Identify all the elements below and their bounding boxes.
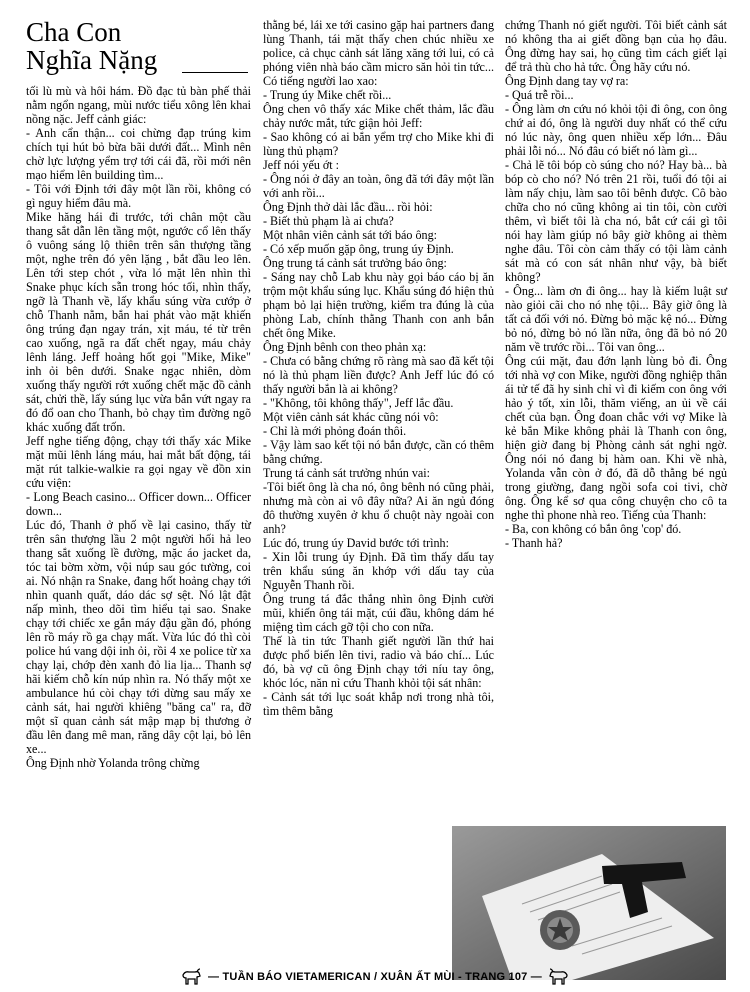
- goat-icon: [180, 967, 202, 987]
- paragraph: Một nhân viên cảnh sát tới báo ông:: [263, 228, 437, 242]
- page-footer: [0, 966, 750, 988]
- article-column-1: [26, 18, 251, 770]
- paragraph: Ông chen vô thấy xác Mike chết thảm, lắc đầu chảy nước mắt, tức giận hỏi Jeff:: [263, 102, 494, 130]
- paragraph: - Trung úy Mike chết rồi...: [263, 88, 392, 102]
- paragraph: - Ba, con không có bắn ông 'cop' đó.: [505, 522, 682, 536]
- title-line-2: Nghĩa Nặng: [26, 45, 158, 75]
- paragraph: - Sáng nay chỗ Lab khu này gọi báo cáo bị ăn trộm một khẩu súng lục. Khẩu súng đó hiện thủ phạm bỏ lại hiện trường, kiểm tra đúng là của phòng Lab, chính thằng Thanh con anh bắn chết ông Mike.: [263, 270, 494, 340]
- paragraph: - Xin lỗi trung úy Định. Đã tìm thấy dấu tay trên khẩu súng ăn khớp với dấu tay của Nguyễn Thanh rồi.: [263, 550, 494, 592]
- title-underline: [182, 72, 248, 73]
- paragraph: - Tôi với Định tới đây một lần rồi, không có gì nguy hiểm đâu mà.: [26, 182, 251, 210]
- paragraph: - Chả lẽ tôi bóp cò súng cho nó? Hay bà... bà bóp cò cho nó? Nó trên 21 rồi, tuổi đó tội ai làm nấy chịu, làm sao tôi bênh được. Cô bào chữa cho nó cũng không ai tin tôi, còn cười thêm, vì biết tôi là cha nó, bắt cứ cái gì tôi nói hay làm giúp nó bây giờ không ai thèm nghe đâu. Tôi còn cảm thấy có tội làm cảnh sát mà có con sát nhân như vậy, bà biết không?: [505, 158, 727, 284]
- paragraph: Ông Định dang tay vợ ra:: [505, 74, 629, 88]
- paragraph: - Vậy làm sao kết tội nó bắn được, cần có thêm bằng chứng.: [263, 438, 494, 466]
- paragraph: Ông Định nhờ Yolanda trông chừng: [26, 756, 200, 770]
- pistol-badge-photo: [452, 826, 726, 980]
- paragraph: Jeff nghe tiếng động, chạy tới thấy xác Mike mặt mũi lênh láng máu, hai mắt bất động, tái mặt rút talkie-walkie ra gọi ngay về đồn xin cứu viện:: [26, 434, 251, 490]
- paragraph: - Ông... làm ơn đi ông... hay là kiếm luật sư nào giỏi cãi cho nó nhẹ tội... Bây giờ ông là tất cả đối với nó. Đừng bỏ mặc kệ nó... Đừng bỏ nó, đừng bỏ nó lần nữa, ông đã bỏ nó 20 năm về trước rồi... Tôi van ông...: [505, 284, 727, 354]
- paragraph: - Biết thủ phạm là ai chưa?: [263, 214, 394, 228]
- paragraph: Ông Định thở dài lắc đầu... rồi hỏi:: [263, 200, 433, 214]
- paragraph: - Long Beach casino... Officer down... Officer down...: [26, 490, 251, 518]
- paragraph: - Ông nói ở đây an toàn, ông đã tới đây một lần với anh rồi...: [263, 172, 494, 200]
- photo-illustration: [452, 826, 726, 980]
- title-line-1: Cha Con: [26, 17, 122, 47]
- paragraph: -Tôi biết ông là cha nó, ông bênh nó cũng phải, nhưng mà còn ai vô đây nữa? Ai ăn ngủ đóng đô thường xuyên ở khu ổ chuột này ngoài con anh?: [263, 480, 494, 536]
- paragraph: - Thanh hả?: [505, 536, 563, 550]
- paragraph: - Anh cẩn thận... coi chừng đạp trúng kim chích tụi hút bỏ bừa bãi dưới đất... Mình nên chờ lực lượng yểm trợ tới cái đã, rồi mới nên mạo hiểm lên building tìm...: [26, 126, 251, 182]
- paragraph: Một viên cảnh sát khác cũng nói vô:: [263, 410, 439, 424]
- paragraph: - Chưa có bằng chứng rõ ràng mà sao đã kết tội nó là thủ phạm liền được? Anh Jeff lúc đó có thấy người bắn là ai không?: [263, 354, 494, 396]
- paragraph: thằng bé, lái xe tới casino gặp hai partners đang lùng Thanh, tái mặt thấy chen chúc nhiều xe police, cả chục cảnh sát lăng xăng tới lui, có cả phóng viên nhà báo cầm micro săn hỏi tin tức... Có tiếng người lao xao:: [263, 18, 494, 88]
- paragraph: Trung tá cảnh sát trưởng nhún vai:: [263, 466, 431, 480]
- goat-icon: [548, 967, 570, 987]
- paragraph: Ông trung tá cảnh sát trưởng báo ông:: [263, 256, 447, 270]
- paragraph: - Có xếp muốn gặp ông, trung úy Định.: [263, 242, 454, 256]
- paragraph: Ông cúi mặt, đau đớn lạnh lùng bỏ đi. Ông tới nhà vợ con Mike, người đồng nghiệp thân ái tử tế đã hy sinh chỉ vì đi kiếm con ông với hảo ý tốt, xin lỗi, thăm viếng, an ủi về cái chết của bạn. Ông đoan chắc với vợ Mike là kẻ bắn Mike không phải là Thanh con ông, hiện giờ đang bị Phòng cảnh sát nghi ngờ. Ông nói nó đang bị hàm oan. Khi về nhà, Yolanda vẫn còn ở đó, đã dỗ thằng bé ngủ trong giường, đang ngồi sofa coi tivi, chờ ông. Ông kể sơ qua công chuyện cho cô ta nghe thì phone nhà reo. Tiếng của Thanh:: [505, 354, 727, 522]
- paragraph: Lúc đó, Thanh ở phố về lại casino, thấy từ trên sân thượng lầu 2 một người hối hả leo thang sắt xuống lề đường, mặc áo jacket da, tóc tai bờm xờm, vội núp sau góc tường, coi ai. Nó nhận ra Snake, đang hốt hoảng chạy tới nhìn quanh quất, dáo dác sợ sệt. Nó lật đật nấp mình, theo dõi tìm hiểu tại sao. Snake chạy tới chiếc xe gắn máy đậu gần đó, phóng lên rồ máy rồ ga chạy mất. Vừa lúc đó thì còi police hú vang dội inh ỏi, rồi 4 xe police từ xa chạy lại, chớp đèn xanh đỏ lia lịa... Thanh sợ hãi kiếm chỗ kín núp nhìn ra. Nó thấy một xe ambulance hú còi chạy tới dừng sau mấy xe cảnh sát, hai người khiêng "băng ca" ra, đỡ một sĩ quan cảnh sát mập mạp bị thương ở đầu lên đang mê man, răng dây cột lại, bỏ lên xe...: [26, 518, 251, 756]
- paragraph: - Sao không có ai bắn yểm trợ cho Mike khi đi lùng thủ phạm?: [263, 130, 494, 158]
- paragraph: Lúc đó, trung úy David bước tới trình:: [263, 536, 449, 550]
- article-column-2: [263, 18, 494, 718]
- article-column-3: [505, 18, 727, 550]
- paragraph: - Chỉ là mới phỏng đoán thôi.: [263, 424, 407, 438]
- paragraph: Jeff nói yếu ớt :: [263, 158, 340, 172]
- paragraph: Ông trung tá đắc thắng nhìn ông Định cười mũi, khiến ông tái mặt, cúi đầu, không dám hé miệng tìm cách gỡ tội cho con nữa.: [263, 592, 494, 634]
- paragraph: - "Không, tôi không thấy", Jeff lắc đầu.: [263, 396, 454, 410]
- paragraph: - Cảnh sát tới lục soát khắp nơi trong nhà tôi, tìm thêm bằng: [263, 690, 494, 718]
- paragraph: tối lù mù và hôi hám. Đồ đạc tủ bàn phế thải nằm ngổn ngang, mùi nước tiểu xông lên khai nồng nặc. Jeff cảnh giác:: [26, 84, 251, 126]
- paragraph: Thế là tin tức Thanh giết người lần thứ hai được phổ biến lên tivi, radio và báo chí... Lúc đó, bà vợ cũ ông Định chạy tới níu tay ông, khóc lóc, năn nỉ cứu Thanh khỏi tội sát nhân:: [263, 634, 494, 690]
- paragraph: chứng Thanh nó giết người. Tôi biết cảnh sát nó không tha ai giết đồng bạn của họ đâu. Ông đừng hay sai, họ cũng tìm cách giết lại để trả thù cho hả tức. Ông hãy cứu nó.: [505, 18, 727, 74]
- paragraph: Mike hăng hái đi trước, tới chân một cầu thang sắt dẫn lên tầng một, ngước cổ lên thấy ô vuông sáng lộ thiên trên sân thượng tầng một, nghe trên đó yên lặng , bắt đầu leo lên. Lên tới step chót , vừa ló mặt lên nhìn thì Snake phục kích sẵn trong hóc tối, nhìn thấy, ngỡ là Thanh về, lấy khẩu súng vừa cướp ở chỗ Thanh nằm, bắn hai phát vào mặt khiến ông trúng đạn ngay trán, xịt máu, té từ trên cao xuống, ngã ra đất chết ngay, máu chảy lênh láng. Jeff hoảng hốt gọi "Mike, Mike" inh ỏi bên dưới. Snake ngạc nhiên, dòm xuống thấy người rớt xuống chết mặc đồ cảnh sát, chửi thề, lấy súng lục vừa bắn vứt ngay ra đó đổ oan cho Thanh, bỏ chạy tìm đường ngõ khác xuống đất trốn.: [26, 210, 251, 434]
- article-title: [26, 18, 251, 74]
- paragraph: - Quá trễ rồi...: [505, 88, 574, 102]
- paragraph: - Ông làm ơn cứu nó khỏi tội đi ông, con ông chứ ai đó, ông là người duy nhất có thể cứu nó lúc này, ông quen nhiều xếp lớn... Đâu phải lỗi nó... Nó đâu có biết nó làm gì...: [505, 102, 727, 158]
- badge-icon: [540, 910, 580, 950]
- paragraph: Ông Định bênh con theo phản xạ:: [263, 340, 427, 354]
- footer-text: — TUẦN BÁO VIETAMERICAN / XUÂN ẤT MÙI - TRANG 107 —: [208, 971, 542, 983]
